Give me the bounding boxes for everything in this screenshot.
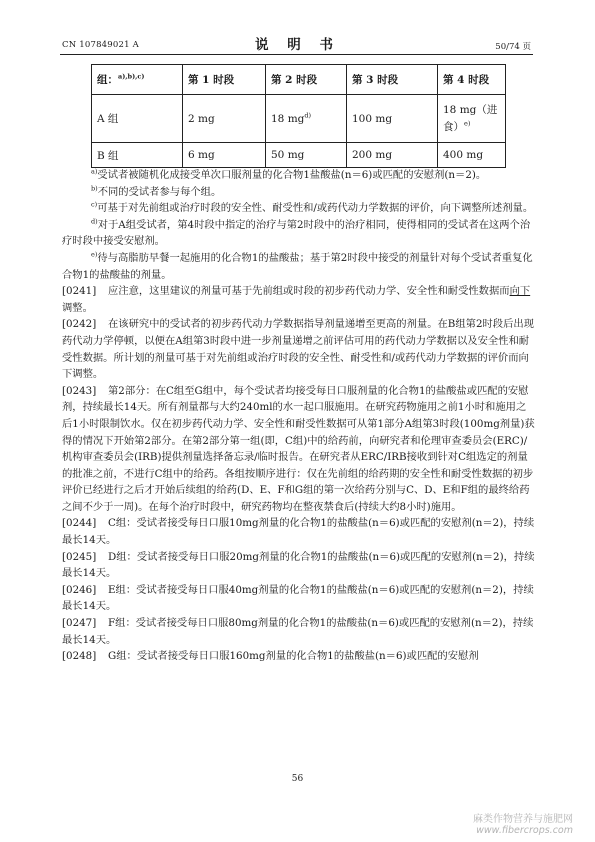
footnote: $^{b)}$不同的受试者参与每个组。 <box>91 184 222 198</box>
body-text <box>62 167 535 665</box>
footnote: $^{c)}$可基于对先前组或治疗时段的安全性、耐受性和/或药代动力学数据的评价，向下调整所述剂量。 <box>91 200 534 215</box>
paragraph: [0246] E组：受试者接受每日口服40mg剂量的化合物1的盐酸盐(n＝6)或匹配的安慰剂(n＝2)，持续最长14天。 <box>62 583 534 613</box>
paragraph-number: [0241] <box>62 285 97 298</box>
page-info: 50/74 页 <box>495 42 531 52</box>
paragraph: [0244] C组：受试者接受每日口服10mg剂量的化合物1的盐酸盐(n＝6)或匹配的安慰剂(n＝2)，持续最长14天。 <box>62 517 535 547</box>
cell-period-1: 2 mg <box>183 95 266 143</box>
cell-period-4: 400 mg <box>438 143 506 168</box>
cell-note: d) <box>304 111 312 119</box>
cell-note: e) <box>464 119 471 127</box>
paragraph-number: [0247] <box>62 617 97 630</box>
paragraph: [0242] 在该研究中的受试者的初步药代动力学数据指导剂量递增至更高的剂量。在B组第2时段后出现药代动力学停顿，以便在A组第3时段中进一步剂量递增之前评估可用的药代动力学数据以及安全性和耐受性数据。所计划的剂量可基于对先前组或治疗时段的安全性、耐受性和/或药代动力学数据的评价而向下调整。 <box>62 318 534 381</box>
paragraph: [0245] D组：受试者接受每日口服20mg剂量的化合物1的盐酸盐(n＝6)或匹配的安慰剂(n＝2)，持续最长14天。 <box>62 550 535 580</box>
paragraph: [0241] 应注意，这里建议的剂量可基于先前组或时段的初步药代动力学、安全性和耐受性数据而向下调整。 <box>62 285 531 314</box>
header-cell-period-4: 第 4 时段 <box>438 65 506 95</box>
watermark-url: www.fibercrops.com <box>476 825 573 836</box>
paragraph-number: [0243] <box>62 384 97 397</box>
paragraph-number: [0246] <box>62 583 97 596</box>
cell-period-3: 100 mg <box>347 95 438 143</box>
paragraph: [0248] G组：受试者接受每日口服160mg剂量的化合物1的盐酸盐(n＝6)或匹配的安慰剂 <box>62 648 535 665</box>
cell-period-1: 6 mg <box>183 143 266 168</box>
cell-period-4: 18 mg（进食）$^{e)}$ <box>438 95 506 143</box>
header-cell-period-2: 第 2 时段 <box>266 65 347 95</box>
header-cell-period-1: 第 1 时段 <box>183 65 266 95</box>
cell-group: B 组 <box>92 143 183 168</box>
table-header-row <box>92 65 506 95</box>
footnote: $^{d)}$对于A组受试者，第4时段中指定的治疗与第2时段中的治疗相同，使得相同的受试者在这两个治疗时段中接受安慰剂。 <box>62 217 531 248</box>
footnote: $^{e)}$待与高脂肪早餐一起施用的化合物1的盐酸盐；基于第2时段中接受的剂量针对每个受试者重复化合物1的盐酸盐的剂量。 <box>62 250 533 281</box>
page-number: 56 <box>291 774 304 784</box>
header-note: a),b),c) <box>118 72 145 81</box>
cell-period-2: 18 $mg^{d)}$ <box>266 95 347 143</box>
watermark <box>473 810 573 836</box>
paragraph-number: [0248] <box>62 650 97 663</box>
cell-period-3: 200 mg <box>347 143 438 168</box>
paragraph: [0247] F组：受试者接受每日口服80mg剂量的化合物1的盐酸盐(n＝6)或匹配的安慰剂(n＝2)，持续最长14天。 <box>62 617 534 646</box>
footnote: $^{a)}$受试者被随机化成接受单次口服剂量的化合物1盐酸盐(n＝6)或匹配的安慰剂(n＝2)。 <box>91 167 487 181</box>
document-number: CN 107849021 A <box>62 40 139 50</box>
header-cell-group: 组：$^{a),b),c)}$ <box>92 65 183 95</box>
watermark-text: 麻类作物营养与施肥网 <box>473 814 573 825</box>
table-row <box>92 143 506 168</box>
paragraph-number: [0242] <box>62 318 97 331</box>
header-cell-period-3: 第 3 时段 <box>347 65 438 95</box>
paragraph-number: [0245] <box>62 550 97 563</box>
dose-table <box>91 64 506 168</box>
paragraph: [0243] 第2部分：在C组至G组中，每个受试者均接受每日口服剂量的化合物1的盐酸盐或匹配的安慰剂，持续最长14天。所有剂量都与大约240ml的水一起口服施用。在研究药物施用之前1小时和施用之后1小时限制饮水。仅在初步药代动力学、安全性和耐受性数据可从第1部分A组第3时段(100mg剂量)获得的情况下开始第2部分。在第2部分第一组(即，C组)中的给药前，向研究者和伦理审查委员会(ERC)/机构审查委员会(IRB)提供剂量选择备忘录/临时报告。在研究者从ERC/IRB接收到针对C组选定的剂量的批准之前，不进行C组中的给药。各组按顺序进行：仅在先前组的给药期的安全性和耐受性数据的初步评价已经进行之后才开始后续组的给药(D、E、F和G组的第一次给药分别与C、D、E和F组的最终给药之间不少于一周)。在每个治疗时段中，研究药物均在整夜禁食后(持续大约8小时)施用。 <box>62 384 535 513</box>
document-title: 说 明 书 <box>255 37 340 53</box>
paragraph-number: [0244] <box>62 517 97 530</box>
cell-period-2: 50 mg <box>266 143 347 168</box>
header-rule <box>60 54 533 55</box>
table-row <box>92 95 506 143</box>
cell-group: A 组 <box>92 95 183 143</box>
